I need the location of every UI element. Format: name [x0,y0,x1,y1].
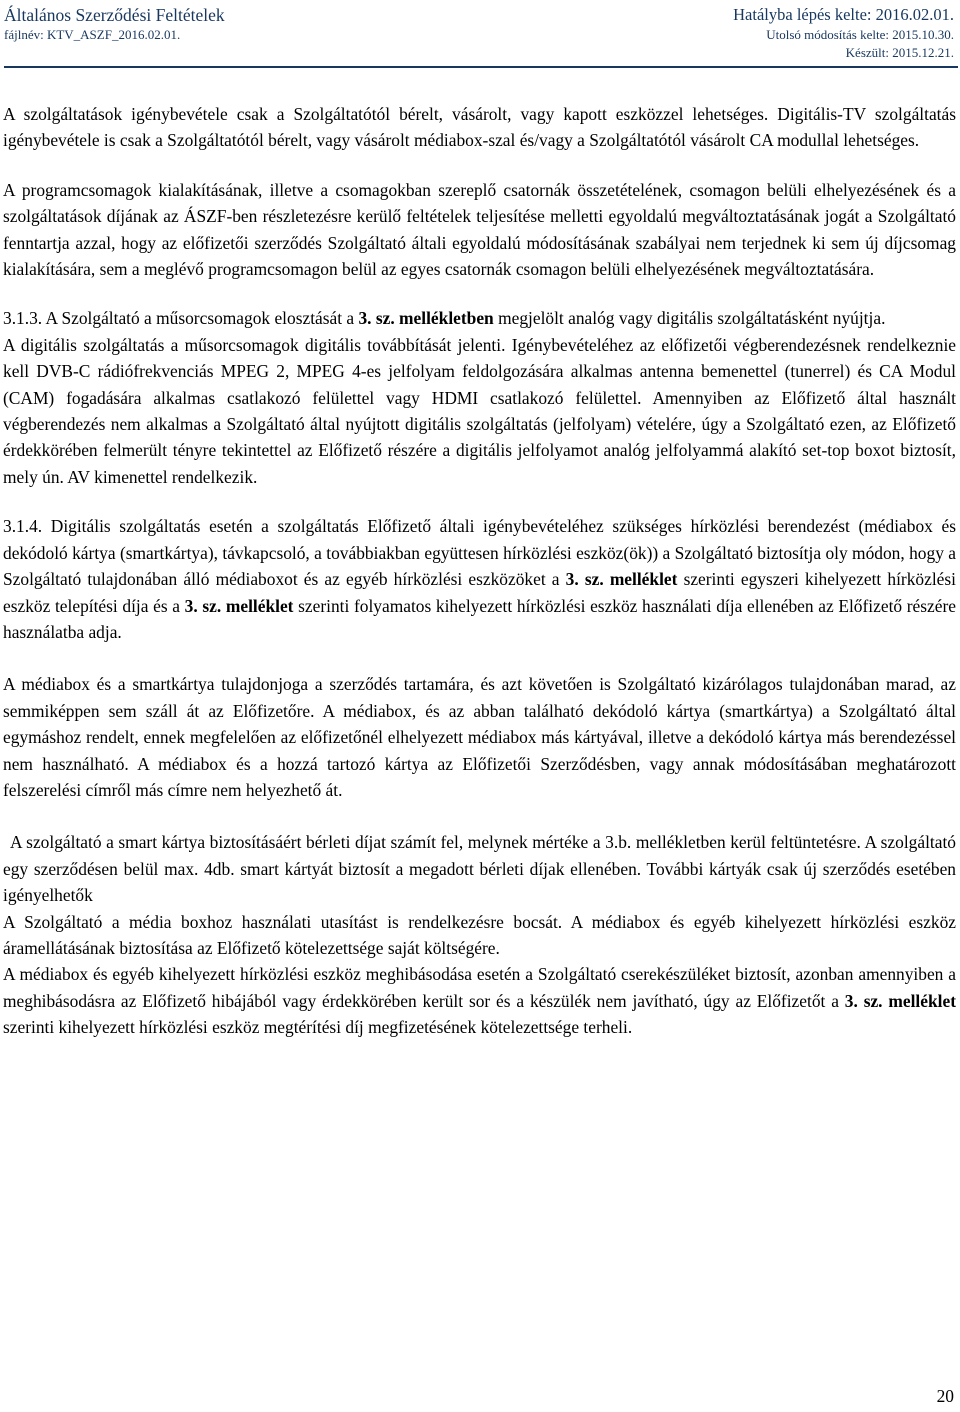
file-name: fájlnév: KTV_ASZF_2016.02.01. [4,27,181,42]
last-modified-date: Utolsó módosítás kelte: 2015.10.30. [766,27,954,42]
paragraph-device-failure [3,961,956,1040]
created-date: Készült: 2015.12.21. [845,45,954,60]
paragraph-program-packages: A programcsomagok kialakításának, illetve a csomagokban szereplő csatornák összetételének, csomagon belüli elhelyezésének és a szolgáltatások díjának az ÁSZF-ben részletezésre kerülő feltételek teljesítése melletti egyoldalú megváltoztatásának jogát a Szolgáltató fenntartja azzal, hogy az előfizetői szerződés Szolgáltató általi egyoldalú módosításának szabályai nem terjednek ki sem új díjcsomag kialakítására, sem a meglévő programcsomagon belül az egyes csatornák csomagon belüli elhelyezésének megváltoztatására. [3,179,956,280]
header-divider [4,66,958,68]
text-span: megjelölt analóg vagy digitális szolgáltatásként nyújtja. [493,308,886,329]
text-span: szerinti egyszeri kihelyezett hírközlési eszköz telepítési díja és a [3,569,956,616]
paragraph-user-manual: A Szolgáltató a média boxhoz használati utasítást is rendelkezésre bocsát. A médiabox és egyéb kihelyezett hírközlési eszköz áramellátásának biztosítása az Előfizető kötelezettsége saját költségére. [3,911,956,958]
paragraph-3-1-4 [3,513,956,645]
annex-reference: 3. sz. melléklet [844,990,956,1011]
paragraph-3-1-3 [3,305,956,331]
header-left [4,4,225,44]
page-number: 20 [936,1386,954,1406]
header-right [733,4,954,62]
effective-date: Hatályba lépés kelte: 2016.02.01. [733,5,954,24]
paragraph-ownership: A médiabox és a smartkártya tulajdonjoga a szerződés tartamára, és azt követően is Szolgáltató kizárólagos tulajdonában marad, az semmiképpen sem száll át az Előfizetőre. A médiabox, és az abban található dekódoló kártya (smartkártya) a Szolgáltató által egymáshoz rendelt, ennek megfelelően az előfizetőnél elhelyezett médiabox más kártyával, illetve a dekódoló kártya más berendezéssel nem használható. A médiabox és a hozzá tartozó kártya az Előfizetői Szerződésben, vagy annak módosításában meghatározott felszerelési címről más címre nem helyezhető át. [3,674,956,800]
annex-reference: 3. sz. melléklet [565,569,678,590]
paragraph-digital-service: A digitális szolgáltatás a műsorcsomagok digitális továbbítását jelenti. Igénybevételéhez az előfizetői végberendezésnek rendelkeznie kell DVB-C rádiófrekvenciás MPEG 2, MPEG 4-es jelfolyam feldolgozására alkalmas antenna bemenettel (tunerrel) és CA Modul (CAM) fogadására alkalmas csatlakozó felülettel vagy HDMI csatlakozó felülettel. Amennyiben az Előfizető által használt végberendezés nem alkalmas a Szolgáltató által nyújtott digitális szolgáltatás (jelfolyam) vételére, úgy a Szolgáltató ezen, az Előfizető érdekkörében felmerült tényre tekintettel az Előfizető részére a digitális jelfolyamot analóg jelfolyammá alakító set-top boxot biztosít, mely ún. AV kimenettel rendelkezik. [3,334,956,487]
annex-reference: 3. sz. melléklet [184,595,294,616]
document-body [3,101,956,1041]
annex-reference: 3. sz. mellékletben [358,308,494,329]
page-header [0,0,960,72]
paragraph-smart-card-fee: A szolgáltató a smart kártya biztosításáért bérleti díjat számít fel, melynek mértéke a 3.b. mellékletben kerül feltüntetésre. A szolgáltató egy szerződésen belül max. 4db. smart kártyát biztosít a megadott bérleti díjak ellenében. További kártyák csak új szerződés esetében igényelhetők [3,832,956,906]
text-span: A médiabox és egyéb kihelyezett hírközlési eszköz meghibásodása esetén a Szolgáltató cserekészüléket biztosít, azonban amennyiben a meghibásodásra az Előfizető hibájából vagy érdekkörében került sor és a készülék nem javítható, úgy az Előfizetőt a [3,964,956,1011]
text-span: szerinti kihelyezett hírközlési eszköz megtérítési díj megfizetésének kötelezettsége terheli. [3,1017,633,1038]
text-span: 3.1.4. Digitális szolgáltatás esetén a szolgáltatás Előfizető általi igénybevételéhez szükséges hírközlési berendezést (médiabox és dekódoló kártya (smartkártya), távkapcsoló, a továbbiakban együttesen hírközlési eszköz(ök)) a Szolgáltató biztosítja oly módon, hogy a Szolgáltató tulajdonában álló médiaboxot és az egyéb hírközlési eszközöket a [3,516,956,590]
paragraph-service-devices: A szolgáltatások igénybevétele csak a Szolgáltatótól bérelt, vásárolt, vagy kapott eszközzel lehetséges. Digitális-TV szolgáltatás igénybevétele is csak a Szolgáltatótól bérelt, vagy vásárolt médiabox-szal és/vagy a Szolgáltatótól vásárolt CA modullal lehetséges. [3,104,956,151]
document-title: Általános Szerződési Feltételek [4,5,225,25]
text-span: szerinti folyamatos kihelyezett hírközlési eszköz használati díja ellenében az Előfizető részére használatba adja. [3,595,956,642]
text-span: 3.1.3. A Szolgáltató a műsorcsomagok elosztását a [3,308,359,329]
